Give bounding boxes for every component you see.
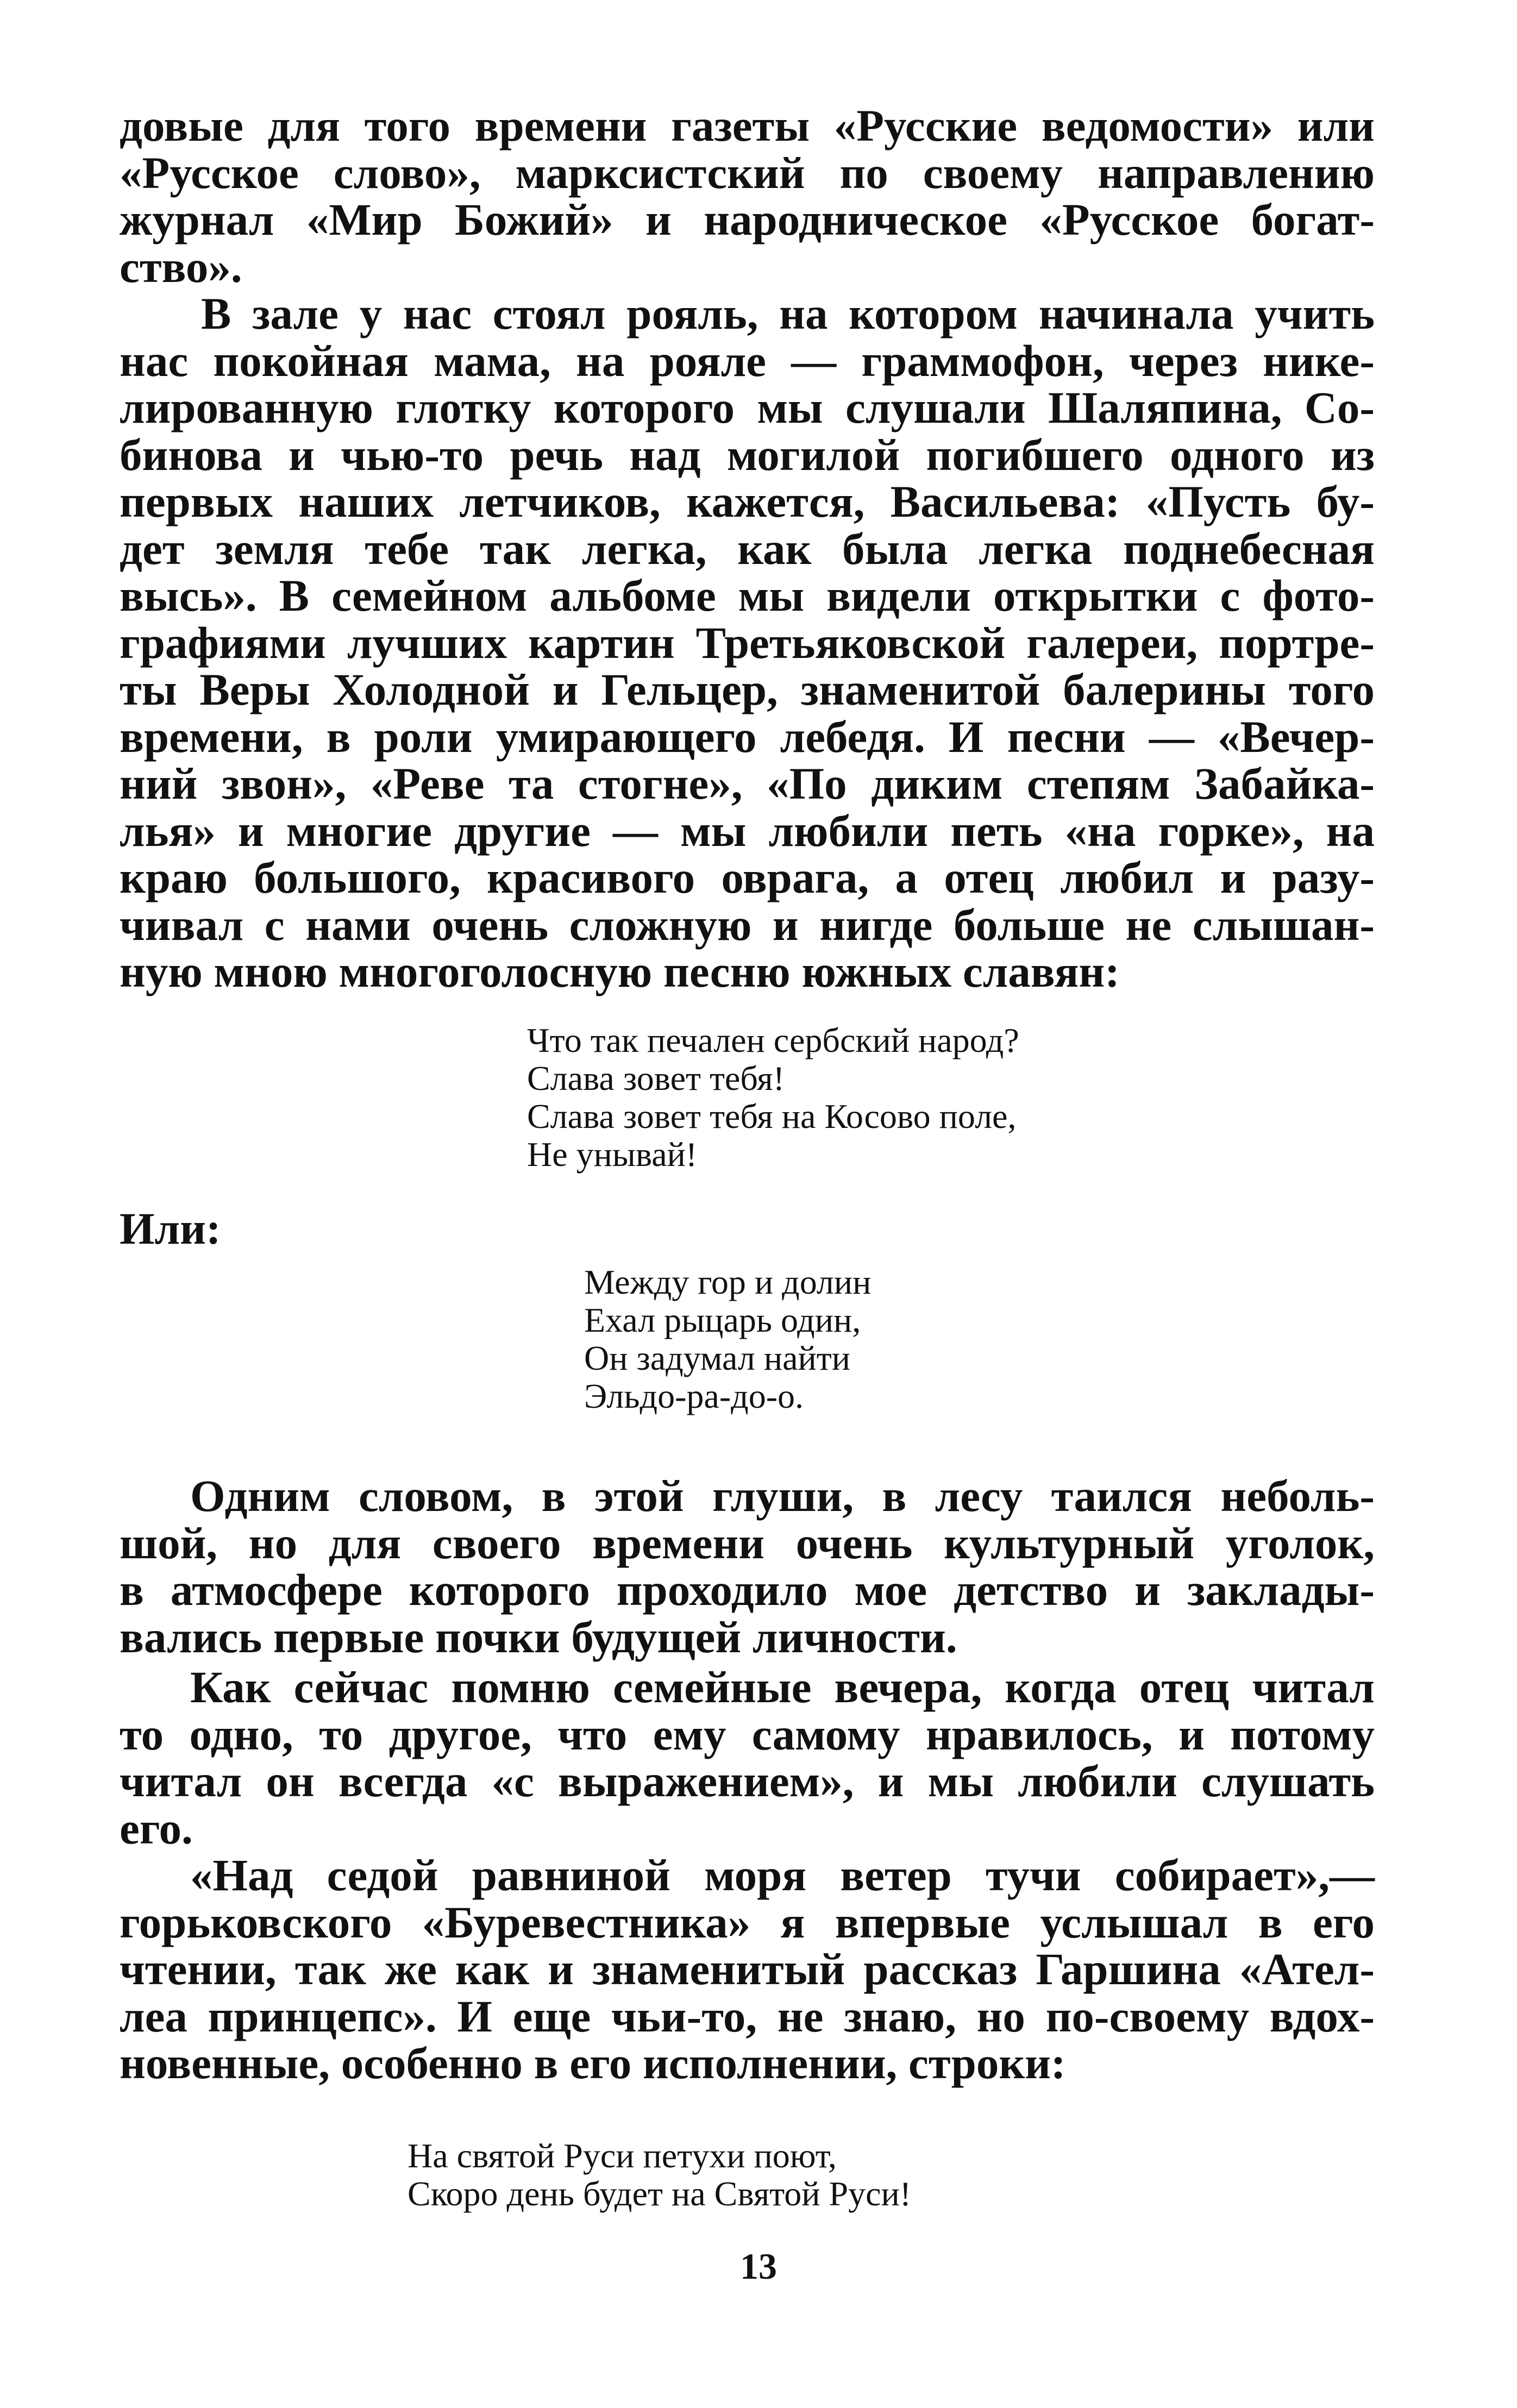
paragraph-family-evenings xyxy=(120,1664,1375,1852)
text-line: бинова и чью-то речь над могилой погибшего одного из xyxy=(120,429,1375,480)
text-line: в атмосфере которого проходило мое детство и заклады- xyxy=(120,1565,1375,1615)
text-line: нас покойная мама, на рояле — граммофон, через нике- xyxy=(120,335,1375,386)
text-line: Одним словом, в этой глуши, в лесу таился неболь- xyxy=(190,1471,1375,1521)
text-line: лья» и многие другие — мы любили петь «на горке», на xyxy=(120,805,1375,856)
paragraph-stormy-petrel xyxy=(120,1852,1375,2087)
text-line: довые для того времени газеты «Русские ведомости» или xyxy=(120,101,1375,150)
paragraph-newspapers xyxy=(120,102,1375,290)
verse-line: Скоро день будет на Святой Руси! xyxy=(408,2174,912,2213)
verse-serbian-song xyxy=(527,1021,1019,1174)
text-line: ний звон», «Реве та стогне», «По диким степям Забайка- xyxy=(120,758,1375,808)
text-line: графиями лучших картин Третьяковской галереи, портре- xyxy=(120,617,1375,668)
verse-line: Слава зовет тебя на Косово поле, xyxy=(527,1097,1017,1136)
text-line: первых наших летчиков, кажется, Васильева: «Пусть бу- xyxy=(120,476,1375,526)
text-line: вались первые почки будущей личности. xyxy=(120,1611,957,1662)
verse-line: На святой Руси петухи поют, xyxy=(408,2136,837,2175)
paragraph-cultural-corner xyxy=(120,1472,1375,1660)
paragraph-piano-gramophone xyxy=(120,290,1375,995)
text-line: «Русское слово», марксистский по своему направлению xyxy=(120,147,1375,198)
text-line: «Над седой равниной моря ветер тучи собирает»,— xyxy=(190,1850,1375,1900)
verse-line: Что так печален сербский народ? xyxy=(527,1021,1019,1059)
page-number: 13 xyxy=(740,2246,777,2287)
text-line: времени, в роли умирающего лебедя. И песни — «Вечер- xyxy=(120,711,1375,762)
text-line: В зале у нас стоял рояль, на котором начинала учить xyxy=(201,289,1375,338)
or-label: Или: xyxy=(120,1203,221,1253)
verse-eldorado xyxy=(584,1263,871,1415)
text-line: ство». xyxy=(120,241,242,292)
verse-line: Между гор и долин xyxy=(584,1263,872,1301)
text-line: читал он всегда «с выражением», и мы любили слушать xyxy=(120,1756,1375,1806)
text-line: горьковского «Буревестника» я впервые услышал в его xyxy=(120,1897,1375,1947)
text-line: леа принцепс». И еще чьи-то, не знаю, но по-своему вдох- xyxy=(120,1991,1375,2041)
verse-line: Слава зовет тебя! xyxy=(527,1059,785,1098)
text-line: лированную глотку которого мы слушали Шаляпина, Со- xyxy=(120,382,1375,432)
text-line: шой, но для своего времени очень культурный уголок, xyxy=(120,1517,1375,1568)
text-line: ную мною многоголосную песню южных славян: xyxy=(120,946,1120,996)
verse-line: Эльдо-ра-до-о. xyxy=(584,1377,804,1415)
verse-holy-russia xyxy=(408,2137,911,2213)
text-line: то одно, то другое, что ему самому нравилось, и потому xyxy=(120,1709,1375,1759)
text-line: журнал «Мир Божий» и народническое «Русское богат- xyxy=(120,195,1375,244)
text-line: Как сейчас помню семейные вечера, когда отец читал xyxy=(190,1662,1375,1712)
text-line: новенные, особенно в его исполнении, строки: xyxy=(120,2038,1066,2088)
text-line: чтении, так же как и знаменитый рассказ Гаршина «Ател- xyxy=(120,1944,1375,1994)
verse-line: Не унывай! xyxy=(527,1135,698,1174)
verse-line: Он задумал найти xyxy=(584,1339,850,1377)
text-line: дет земля тебе так легка, как была легка поднебесная xyxy=(120,523,1375,574)
text-line: чивал с нами очень сложную и нигде больше не слышан- xyxy=(120,899,1375,950)
text-line: высь». В семейном альбоме мы видели открытки с фото- xyxy=(120,570,1375,620)
verse-line: Ехал рыцарь один, xyxy=(584,1301,861,1339)
text-line: краю большого, красивого оврага, а отец любил и разу- xyxy=(120,852,1375,902)
text-line: ты Веры Холодной и Гельцер, знаменитой балерины того xyxy=(120,664,1375,714)
text-line: его. xyxy=(120,1803,193,1853)
